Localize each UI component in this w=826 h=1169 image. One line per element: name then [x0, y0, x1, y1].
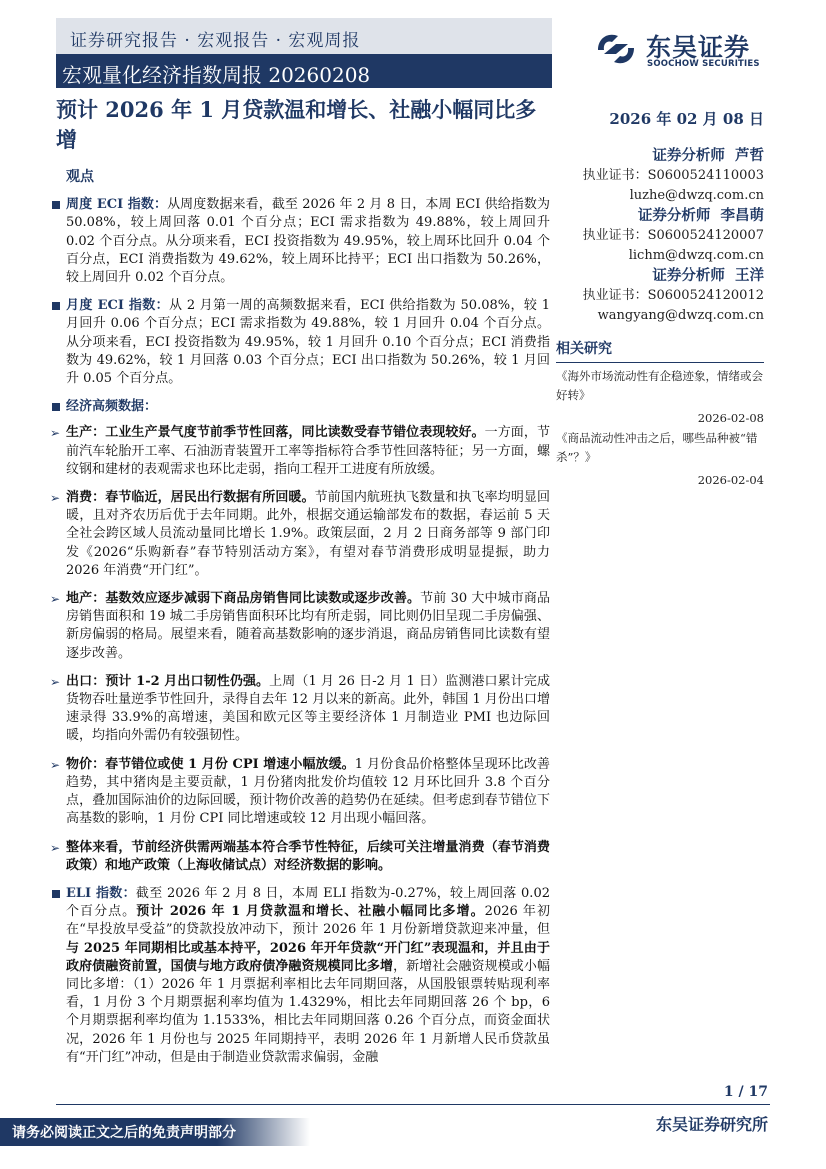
paragraph-lead: ELI 指数： — [66, 885, 136, 901]
arrow-bullet-icon: ➢ — [50, 491, 61, 506]
paragraph-text: 1 月份食品价格整体呈现环比改善趋势，其中猪肉是主要贡献，1 月份猪肉批发价均值较 12 月环比回升 3.8 个百分点，叠加国际油价的边际回暖，预计物价改善的趋势仍在延续。但考虑到春节错位下高基数的影响，1 月份 CPI 同比增速或较 12 月出现小幅回落。 — [66, 756, 550, 827]
paragraph-lead: 生产：工业生产景气度节前季节性回落，同比读数受春节错位表现较好。 — [66, 425, 485, 441]
paragraph-text: 2026 年初在“早投放早受益”的贷款投放冲动下，预计 2026 年 1 月份新增贷款迎来冲量，但 — [66, 904, 550, 938]
disclaimer-text: 请务必阅读正文之后的免责声明部分 — [12, 1125, 236, 1141]
consumption-paragraph — [50, 489, 550, 580]
arrow-bullet-icon: ➢ — [50, 592, 61, 607]
paragraph-text: 节前 30 大中城市商品房销售面积和 19 城二手房销售面积环比均有所走弱，同比则仍旧呈现二手房偏强、新房偏弱的格局。展望来看，随着高基数影响的逐步消退，商品房销售同比读数有望逐步改善。 — [66, 591, 550, 661]
summary-paragraph — [50, 839, 550, 875]
analyst-block — [556, 266, 764, 326]
square-bullet-icon — [52, 403, 60, 411]
logo-chinese-name: 东吴证券 — [646, 33, 751, 62]
high-freq-heading — [66, 398, 550, 416]
paragraph-lead: 出口：预计 1-2 月出口韧性仍强。 — [66, 673, 270, 689]
analyst-block — [556, 146, 764, 206]
page-number: 1 / 17 — [723, 1084, 768, 1100]
square-bullet-icon — [52, 201, 60, 209]
weekly-eci-paragraph — [66, 196, 550, 287]
analyst-cert: 执业证书：S0600524120007 — [582, 228, 764, 243]
paragraph-text: 节前国内航班执飞数量和执飞率均明显回暖，且对齐农历后优于去年同期。此外，根据交通运输部发布的数据，春运前 5 天全社会跨区域人员流动量同比增长 1.9%。政策层面，2 月 2 日商务部等 9 部门印发《2026“乐购新春”春节特别活动方案》，有望对春节消费形成明显提振，助力 2026 年消费“开门红”。 — [66, 490, 550, 578]
analyst-name: 芦哲 — [735, 147, 764, 164]
analyst-title: 证券分析师 — [637, 207, 711, 224]
report-headline: 预计 2026 年 1 月贷款温和增长、社融小幅同比多增 — [56, 97, 537, 152]
square-bullet-icon — [52, 890, 60, 898]
disclaimer-banner — [0, 1118, 310, 1146]
square-bullet-icon — [52, 302, 60, 310]
analyst-email[interactable]: luzhe@dwzq.com.cn — [629, 188, 764, 203]
paragraph-lead: 地产：基数效应逐步减弱下商品房销售同比读数或逐步改善。 — [66, 591, 421, 607]
paragraph-text: 截至 2026 年 2 月 8 日，本周 ELI 指数为-0.27%，较上周回落 0.02 个百分点。 — [66, 885, 550, 920]
section-title: 观点 — [66, 169, 94, 185]
paragraph-text: 从 2 月第一周的高频数据来看，ECI 供给指数为 50.08%，较 1 月回升 0.06 个百分点；ECI 需求指数为 49.88%，较 1 月回升 0.04 个百分点。从分项来看，ECI 投资指数为 49.95%，较 1 月回升 0.10 个百分点；ECI 消费指数为 49.62%，较 1 月回落 0.03 个百分点；ECI 出口指数为 50.26%，较 1 月回升 0.05 个百分点。 — [66, 298, 550, 387]
paragraph-lead: 物价：春节错位或使 1 月份 CPI 增速小幅放缓。 — [66, 756, 355, 772]
analyst-name: 王洋 — [735, 267, 764, 284]
paragraph-emphasis: 预计 2026 年 1 月贷款温和增长、社融小幅同比多增。 — [136, 904, 485, 920]
production-paragraph — [50, 424, 550, 479]
soochow-logo-icon — [594, 30, 638, 68]
export-paragraph — [50, 673, 550, 746]
related-research-item[interactable]: 《商品流动性冲击之后，哪些品种被“错杀”？》 — [556, 431, 758, 464]
related-research-date: 2026-02-04 — [697, 473, 764, 487]
analyst-cert: 执业证书：S0600524120012 — [582, 288, 764, 303]
logo-english-name: SOOCHOW SECURITIES — [647, 59, 760, 69]
paragraph-lead: 经济高频数据： — [66, 399, 158, 415]
analyst-email[interactable]: lichm@dwzq.com.cn — [628, 248, 764, 263]
paragraph-text: 上周（1 月 26 日-2 月 1 日）监测港口累计完成货物吞吐量逆季节性回升，录得自去年 12 月以来的新高。此外，韩国 1 月份出口增速录得 33.9%的高增速，美国和欧元区等主要经济体 1 月制造业 PMI 也边际回暖，均指向外需仍有较强韧性。 — [66, 673, 550, 744]
analyst-name: 李昌萌 — [720, 207, 764, 224]
paragraph-emphasis: 与 2025 年同期相比或基本持平，2026 年开年贷款“开门红”表现温和，并且由于政府债融资前置，国债与地方政府债净融资规模同比多增 — [66, 940, 550, 974]
report-date: 2026 年 02 月 08 日 — [609, 110, 764, 128]
arrow-bullet-icon: ➢ — [50, 674, 61, 689]
report-title: 宏观量化经济指数周报 20260208 — [62, 63, 371, 87]
arrow-bullet-icon: ➢ — [50, 757, 61, 772]
sidebar — [556, 146, 764, 487]
paragraph-lead: 消费：春节临近，居民出行数据有所回暖。 — [66, 490, 315, 506]
analyst-cert: 执业证书：S0600524110003 — [582, 168, 764, 183]
analyst-title: 证券分析师 — [652, 147, 725, 164]
paragraph-text: 一方面，节前汽车轮胎开工率、石油沥青装置开工率等指标符合季节性回落特征；另一方面，螺纹钢和建材的表观需求也环比走弱，指向工程开工进度有所放缓。 — [66, 425, 550, 477]
report-category-bar — [56, 18, 552, 54]
analyst-title: 证券分析师 — [652, 267, 725, 284]
eli-paragraph — [66, 885, 550, 1067]
paragraph-text: 从周度数据来看，截至 2026 年 2 月 8 日，本周 ECI 供给指数为 50.08%，较上周回落 0.01 个百分点；ECI 需求指数为 49.88%，较上周回升 0.02 个百分点。从分项来看，ECI 投资指数为 49.95%，较上周环比回升 0.04 个百分点，ECI 消费指数为 49.62%，较上周环比持平；ECI 出口指数为 50.26%，较上周回升 0.02 个百分点。 — [66, 197, 550, 286]
paragraph-lead: 月度 ECI 指数： — [66, 298, 169, 314]
arrow-bullet-icon: ➢ — [50, 840, 61, 855]
related-research-item[interactable]: 《海外市场流动性有企稳迹象，情绪或会好转》 — [556, 369, 763, 402]
paragraph-lead: 整体来看，节前经济供需两端基本符合季节性特征，后续可关注增量消费（春节消费政策）和地产政策（上海收储试点）对经济数据的影响。 — [66, 839, 550, 873]
property-paragraph — [50, 590, 550, 663]
report-title-bar — [56, 54, 552, 88]
main-body — [50, 168, 550, 1077]
analyst-block — [556, 206, 764, 266]
company-logo — [594, 28, 774, 74]
report-category: 证券研究报告 · 宏观报告 · 宏观周报 — [70, 31, 361, 51]
related-research-date: 2026-02-08 — [697, 411, 764, 425]
footer-divider — [56, 1104, 770, 1105]
paragraph-text: ，新增社会融资规模或小幅同比多增：（1）2026 年 1 月票据利率相比去年同期回落，从国股银票转贴现利率看，1 月份 3 个月期票据利率均值为 1.4329%，相比去年同期回落 26 个 bp，6 个月期票据利率均值为 1.1533%，相比去年同期回落 0.26 个百分点，而资金面状况，2026 年 1 月份也与 2025 年同期持平，表明 2026 年 1 月新增人民币贷款虽有“开门红”冲动，但是由于制造业贷款需求偏弱，金融 — [66, 958, 550, 1065]
arrow-bullet-icon: ➢ — [50, 426, 61, 441]
price-paragraph — [50, 756, 550, 829]
institute-name: 东吴证券研究所 — [655, 1115, 768, 1134]
analyst-email[interactable]: wangyang@dwzq.com.cn — [597, 308, 764, 323]
monthly-eci-paragraph — [66, 297, 550, 388]
related-research-title: 相关研究 — [556, 338, 764, 363]
paragraph-lead: 周度 ECI 指数： — [66, 197, 168, 213]
